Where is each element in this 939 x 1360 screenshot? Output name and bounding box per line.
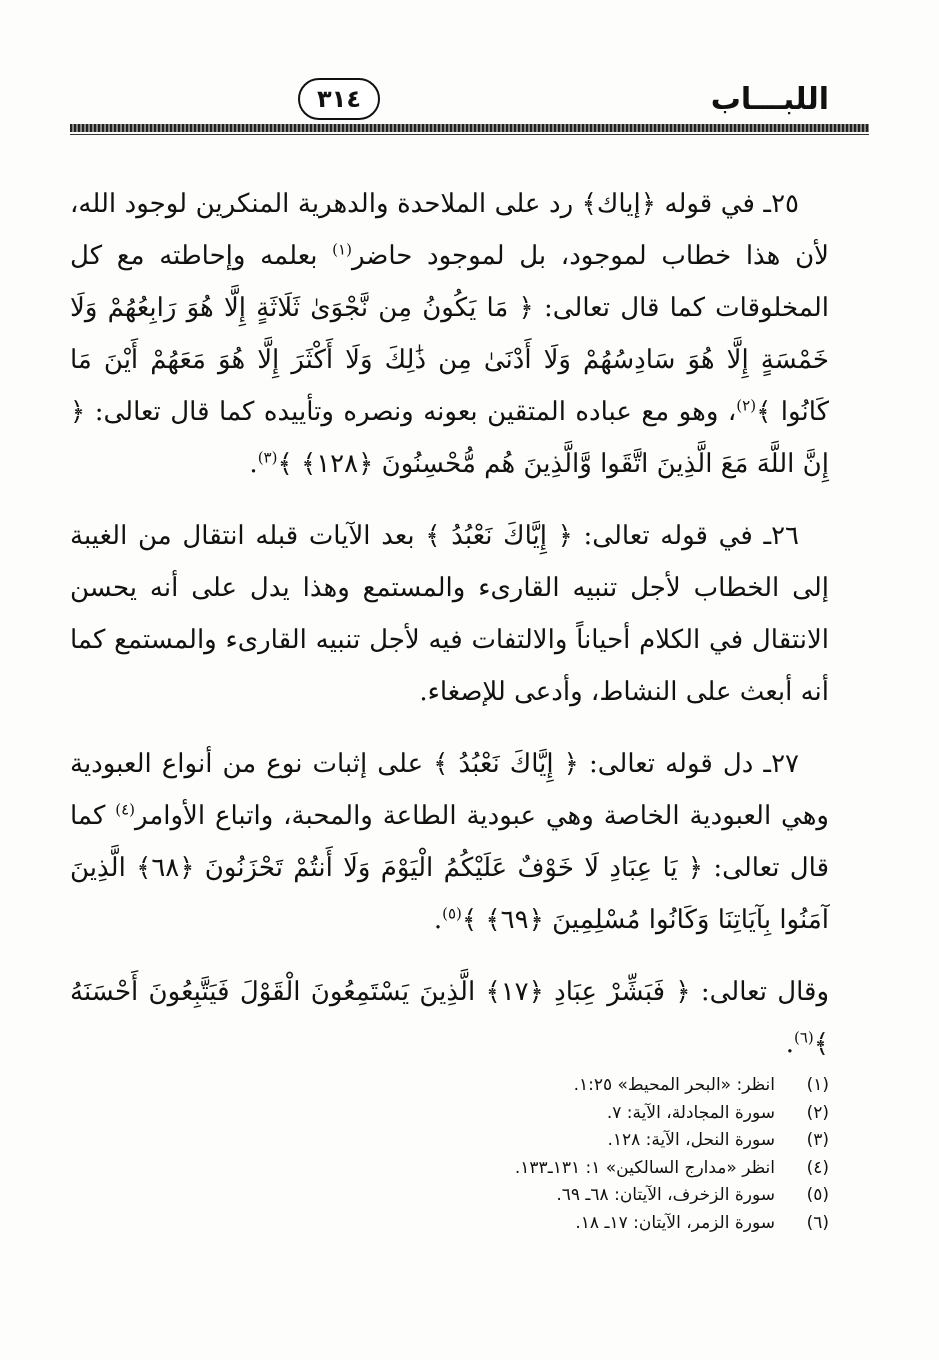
paragraph-text: بعلمه وإحاطته مع كل المخلوقات كما قال تعالى: ﴿ مَا يَكُونُ مِن نَّجْوَىٰ ثَلَاثَةٍ إِلَّا هُوَ رَابِعُهُمْ وَلَا خَمْسَةٍ إِلَّا هُوَ سَادِسُهُمْ وَلَا أَدْنَىٰ مِن ذَٰلِكَ وَلَا أَكْثَرَ إِلَّا هُوَ مَعَهُمْ أَيْنَ مَا كَانُوا ﴾: [70, 241, 829, 427]
header-rule-thin: [70, 134, 869, 135]
paragraph-text: ، وهو مع عباده المتقين بعونه ونصره وتأييده كما قال تعالى: ﴿ إِنَّ اللَّهَ مَعَ الَّذِينَ اتَّقَوا وَّالَّذِينَ هُم مُّحْسِنُونَ ﴿١٢٨﴾ ﴾: [70, 397, 829, 479]
paragraph-25: [70, 178, 829, 490]
footnotes: [300, 1072, 829, 1237]
footnote-ref: (٤): [115, 800, 135, 819]
paragraph-text: ٢٧ـ دل قوله تعالى: ﴿ إِيَّاكَ نَعْبُدُ ﴾ على إثبات نوع من أنواع العبودية وهي العبودية الخاصة وهي عبودية الطاعة والمحبة، واتباع الأوامر: [70, 749, 829, 831]
paragraph-28: [70, 966, 829, 1070]
footnote-item: [300, 1210, 829, 1238]
page-number: ٣١٤: [298, 78, 380, 120]
footnote-text: سورة الزخرف، الآيتان: ٦٨ـ ٦٩.: [556, 1185, 775, 1205]
paragraph-text: .: [785, 1029, 794, 1059]
book-title: اللبـــاب: [710, 82, 829, 117]
footnote-text: سورة المجادلة، الآية: ٧.: [606, 1102, 775, 1123]
paragraph-text: وقال تعالى: ﴿ فَبَشِّرْ عِبَادِ ﴿١٧﴾ الَّذِينَ يَسْتَمِعُونَ الْقَوْلَ فَيَتَّبِعُونَ أَحْسَنَهُ ﴾: [70, 977, 829, 1059]
footnote-item: [300, 1072, 829, 1100]
paragraph-27: [70, 738, 829, 946]
footnote-number: (٣): [806, 1130, 829, 1150]
footnote-number: (١): [806, 1075, 829, 1095]
footnote-item: [300, 1182, 829, 1210]
main-text: [70, 178, 829, 1090]
page-header: [70, 78, 829, 128]
footnote-number: (٦): [806, 1212, 829, 1233]
header-rule: [70, 124, 869, 132]
footnote-ref: (٢): [736, 396, 757, 415]
footnote-text: انظر «مدارج السالكين» ١: ١٣١ـ١٣٣.: [514, 1157, 775, 1178]
footnote-text: سورة النحل، الآية: ١٢٨.: [607, 1130, 775, 1150]
footnote-number: (٢): [806, 1102, 829, 1123]
footnote-item: [300, 1155, 829, 1183]
footnote-ref: (٥): [442, 904, 462, 923]
paragraph-text: كما قال تعالى: ﴿ يَا عِبَادِ لَا خَوْفٌ عَلَيْكُمُ الْيَوْمَ وَلَا أَنتُمْ تَحْزَنُونَ ﴿٦٨﴾ الَّذِينَ آمَنُوا بِآيَاتِنَا وَكَانُوا مُسْلِمِينَ ﴿٦٩﴾ ﴾: [70, 801, 829, 935]
paragraph-text: .: [433, 905, 443, 935]
paragraph-text: .: [249, 449, 258, 479]
footnote-ref: (٣): [257, 448, 278, 467]
footnote-number: (٤): [806, 1157, 829, 1178]
footnote-item: [300, 1100, 829, 1128]
footnote-text: انظر: «البحر المحيط» ١:٢٥.: [573, 1075, 775, 1095]
paragraph-text: ٢٦ـ في قوله تعالى: ﴿ إِيَّاكَ نَعْبُدُ ﴾ بعد الآيات قبله انتقال من الغيبة إلى الخطاب لأجل تنبيه القارىء والمستمع وهذا يدل على أنه يحسن الانتقال في الكلام أحياناً والالتفات فيه لأجل تنبيه القارىء والمستمع كما أنه أبعث على النشاط، وأدعى للإصغاء.: [70, 521, 829, 707]
paragraph-26: [70, 510, 829, 718]
footnote-number: (٥): [806, 1185, 829, 1205]
footnote-item: [300, 1127, 829, 1155]
footnote-ref: (٦): [793, 1028, 814, 1047]
footnote-ref: (١): [332, 240, 352, 259]
paragraph-text: ٢٥ـ في قوله ﴿إياك﴾ رد على الملاحدة والدهرية المنكرين لوجود الله، لأن هذا خطاب لموجود، بل لموجود حاضر: [70, 189, 829, 271]
footnote-text: سورة الزمر، الآيتان: ١٧ـ ١٨.: [575, 1212, 775, 1233]
